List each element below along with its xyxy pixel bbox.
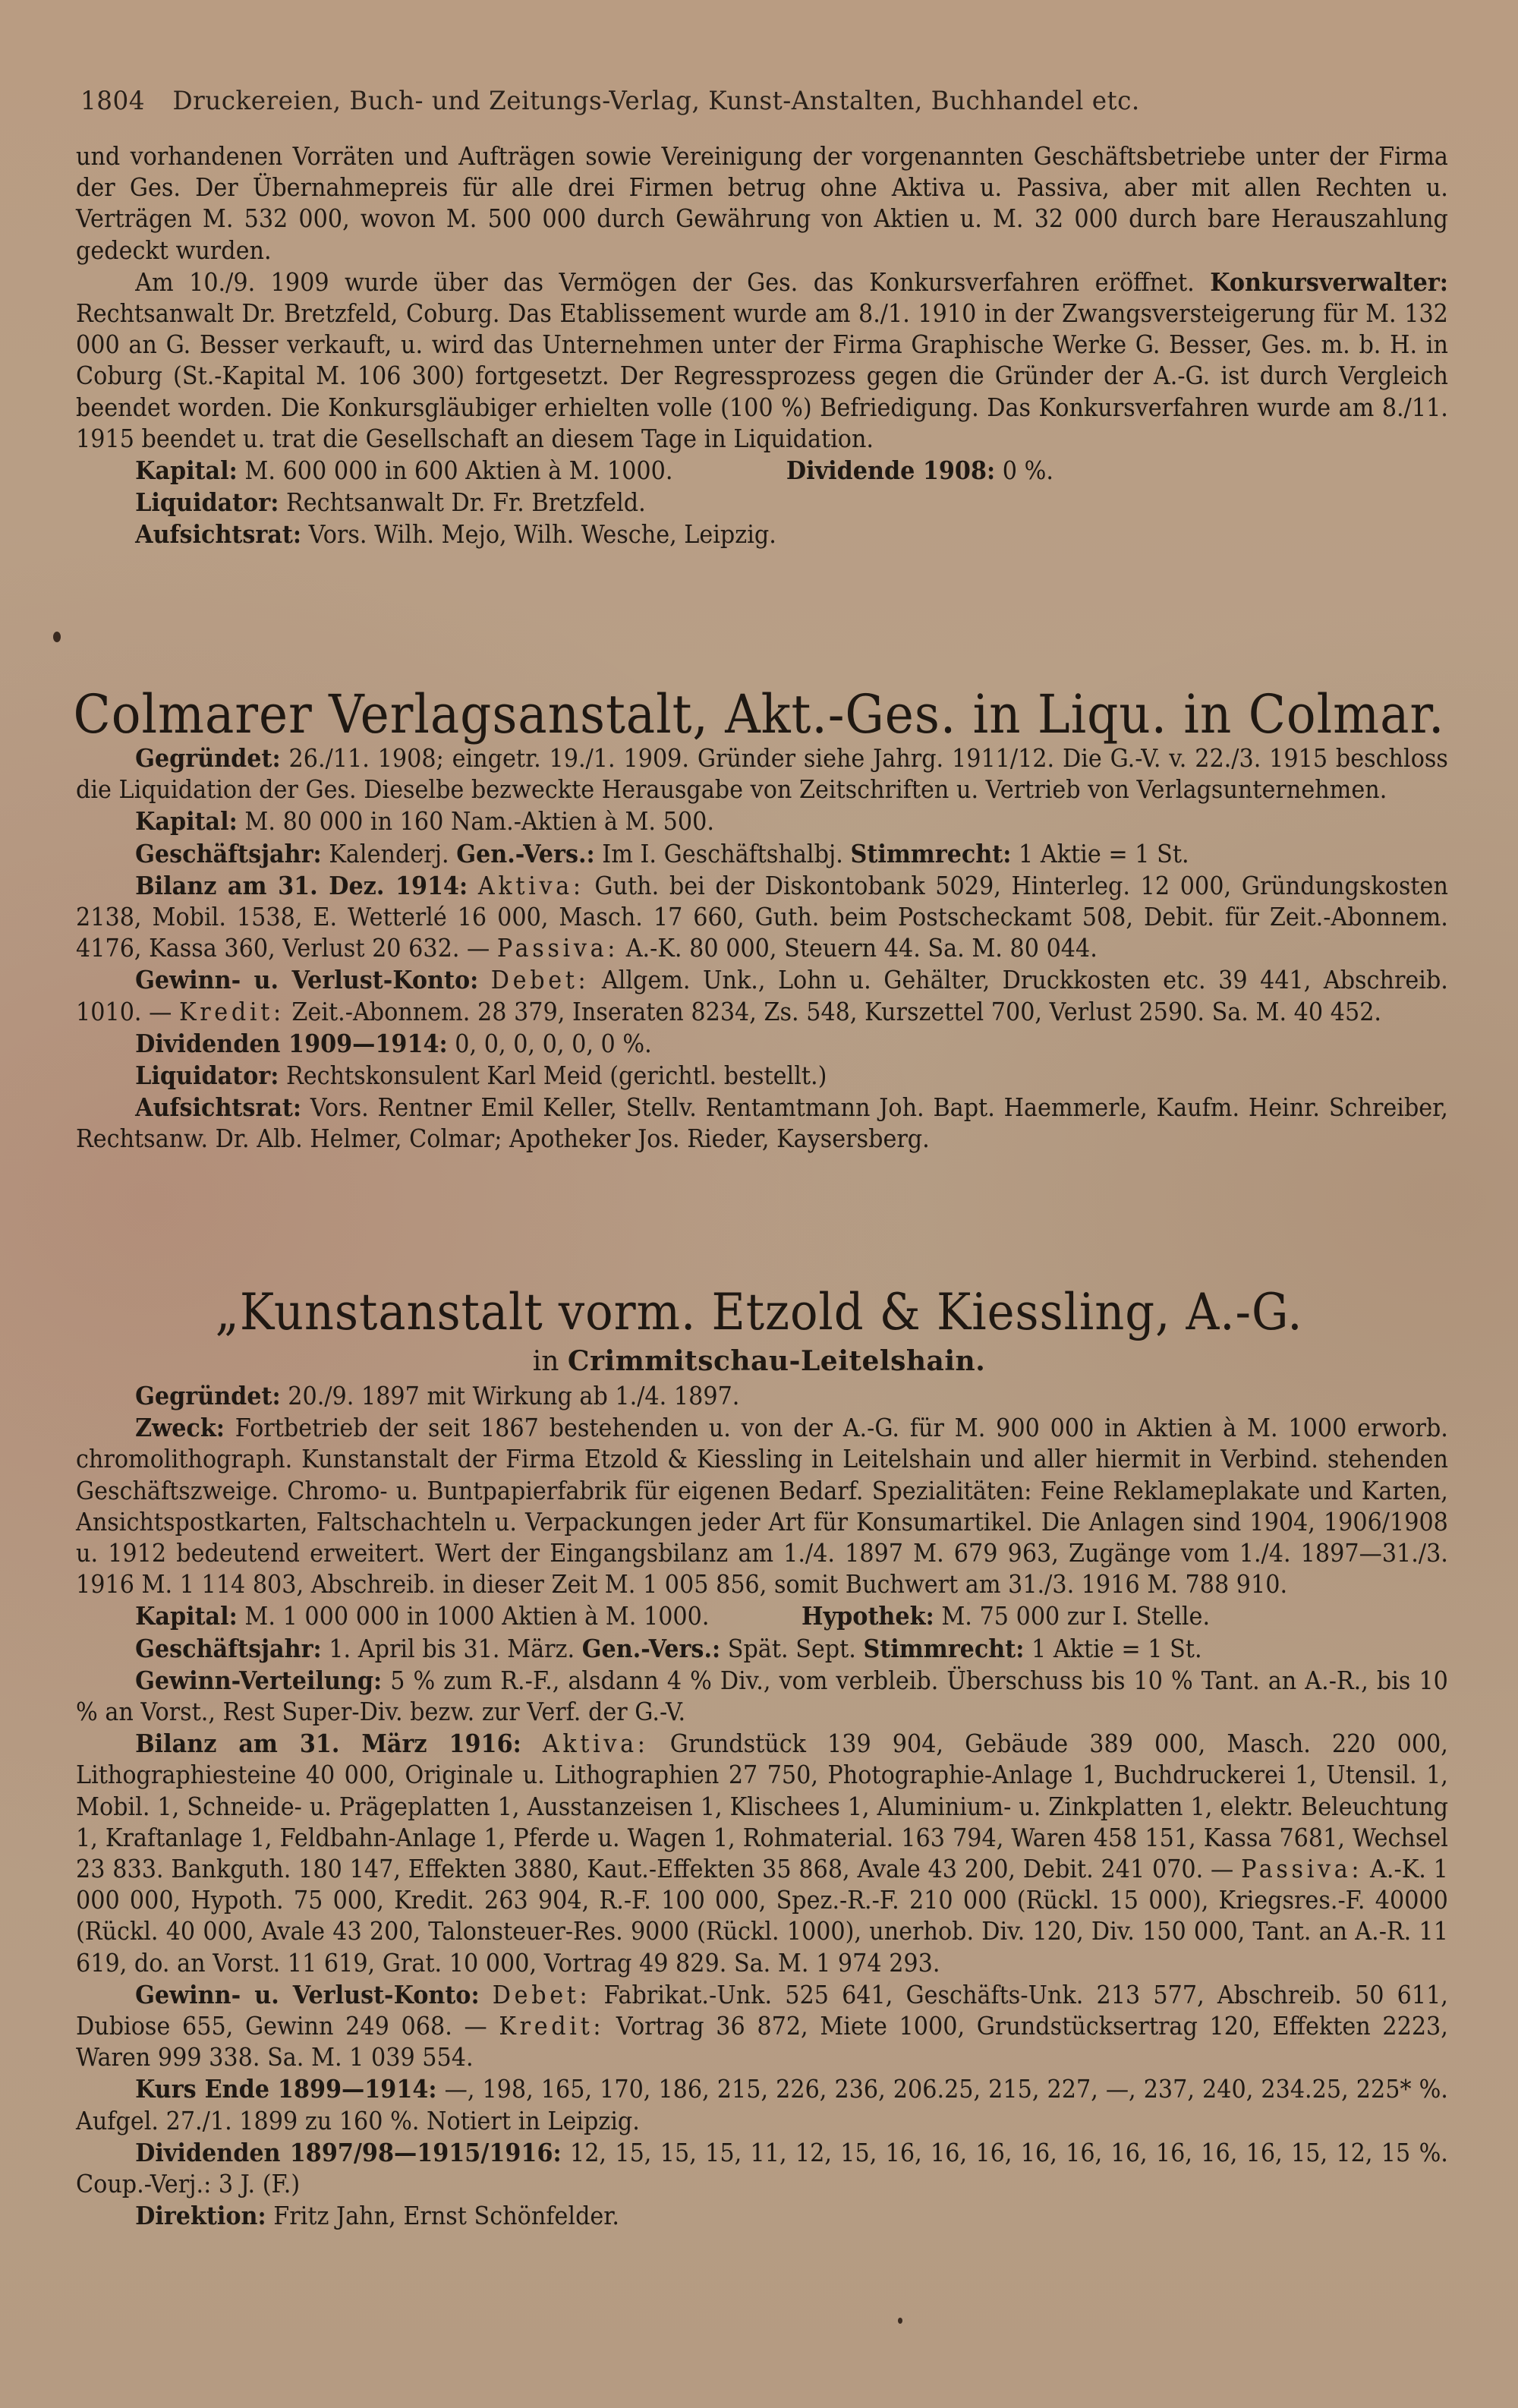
dividende-label: Dividende 1908: [786,455,996,486]
zweck-value: Fortbetrieb der seit 1867 bestehenden u. von der A.-G. für M. 900 000 in Aktien à M. 1000 erworb. chromolithograph. Kunstanstalt der Firma Etzold & Kiessling in Leitelshain und aller hiermit in Verbind. stehenden Geschäftszweige. Chromo- u. Buntpapierfabrik für eigenen Bedarf. Spezialitäten: Feine Reklameplakate und Karten, Ansichtspostkarten, Faltschachteln u. Verpackungen jeder Art für Konsumartikel. Die Anlagen sind 1904, 1906/1908 u. 1912 bedeutend erweitert. Wert der Eingangsbilanz am 1./4. 1897 M. 679 963, Zugänge vom 1./4. 1897—31./3. 1916 M. 1 114 803, Abschreib. in dieser Zeit M. 1 005 856, somit Buchwert am 31./3. 1916 M. 788 910. [76,1414,1448,1600]
dividenden-value: 0, 0, 0, 0, 0, 0 %. [455,1029,652,1058]
stimmrecht-value: 1 Aktie = 1 St. [1019,839,1189,868]
colmar-geschaeftsjahr [76,838,1448,870]
geschaeftsjahr-label: Geschäftsjahr: [135,1633,322,1663]
debet-label: Debet: [492,1980,591,2009]
gegruendet-label: Gegründet: [135,743,281,773]
ink-speck [898,2318,902,2324]
etzold-geschaeftsjahr [76,1633,1448,1665]
continued-aufsichtsrat-line [76,518,1448,550]
passiva-value: A.-K. 1 000 000, Hypoth. 75 000, Kredit. 263 904, R.-F. 100 000, Spez.-R.-F. 210 000 (Rückl. 15 000), Kriegsres.-F. 40000 (Rückl. 40 000, Avale 43 200, Talonsteuer-Res. 9000 (Rückl. 1000), unerhob. Div. 120, Div. 150 000, Tant. an A.-R. 11 619, do. an Vorst. 11 619, Grat. 10 000, Vortrag 49 829. Sa. M. 1 974 293. [76,1855,1448,1978]
liquidator-label: Liquidator: [135,487,279,518]
aktiva-value: Guth. bei der Diskontobank 5029, Hinterleg. 12 000, Gründungskosten 2138, Mobil. 1538, E. Wetterlé 16 000, Masch. 17 660, Guth. beim Postscheckamt 508, Debit. für Zeit.-Abonnem. 4176, Kassa 360, Verlust 20 632. — [76,871,1448,963]
etzold-dividenden [76,2137,1448,2200]
geschaeftsjahr-value: Kalenderj. [329,839,449,868]
etzold-direktion [76,2200,1448,2232]
colmar-bilanz [76,870,1448,965]
dividenden-label: Dividenden 1909—1914: [135,1028,448,1058]
page-number: 1804 [80,86,145,116]
gewinnverteilung-value: 5 % zum R.-F., alsdann 4 % Div., vom verbleib. Überschuss bis 10 % Tant. an A.-R., bis 10 % an Vorst., Rest Super-Div. bezw. zur Verf. der G.-V. [76,1666,1448,1727]
running-title: Druckereien, Buch- und Zeitungs-Verlag, Kunst-Anstalten, Buchhandel etc. [172,86,1140,116]
kurs-value: —, 198, 165, 170, 186, 215, 226, 236, 206.25, 215, 227, —, 237, 240, 234.25, 225* %. Aufgel. 27./1. 1899 zu 160 %. Notiert in Leipzig. [76,2075,1448,2135]
entry-title-etzold: „Kunstanstalt vorm. Etzold & Kiessling, A.-G. [215,1283,1303,1341]
geschaeftsjahr-value: 1. April bis 31. März. [329,1634,575,1663]
subtitle-prefix: in [532,1346,559,1377]
aufsichtsrat-label: Aufsichtsrat: [135,1092,302,1123]
dividende-value: 0 %. [1002,456,1053,486]
kredit-label: Kredit: [499,2012,605,2041]
entry-subtitle-etzold [0,1345,1518,1377]
genvers-label: Gen.-Vers.: [456,838,595,868]
aufsichtsrat-value: Vors. Rentner Emil Keller, Stellv. Rentamtmann Joh. Bapt. Haemmerle, Kaufm. Heinr. Schreiber, Rechtsanw. Dr. Alb. Helmer, Colmar; Apotheker Jos. Rieder, Kaysersberg. [76,1093,1448,1154]
geschaeftsjahr-label: Geschäftsjahr: [135,838,322,868]
colmar-kapital [76,805,1448,837]
ink-speck [53,632,61,642]
passiva-label: Passiva: [496,934,619,963]
etzold-guv [76,1979,1448,2074]
etzold-zweck [76,1412,1448,1600]
aufsichtsrat-value: Vors. Wilh. Mejo, Wilh. Wesche, Leipzig. [308,520,776,550]
direktion-label: Direktion: [135,2201,266,2231]
continued-kapital-line [76,455,1448,487]
konkursverwalter-text: Rechtsanwalt Dr. Bretzfeld, Coburg. Das Etablissement wurde am 8./1. 1910 in der Zwangsversteigerung für M. 132 000 an G. Besser verkauft, u. wird das Unternehmen unter der Firma Graphische Werke G. Besser, Ges. m. b. H. in Coburg (St.-Kapital M. 106 300) fortgesetzt. Der Regressprozess gegen die Gründer der A.-G. ist durch Vergleich beendet worden. Die Konkursgläubiger erhielten volle (100 %) Befriedigung. Das Konkursverfahren wurde am 8./11. 1915 beendet u. trat die Gesellschaft an diesem Tage in Liquidation. [76,299,1448,453]
colmar-aufsichtsrat [76,1092,1448,1155]
kapital-label: Kapital: [135,455,238,486]
gewinnverteilung-label: Gewinn-Verteilung: [135,1665,383,1695]
aktiva-label: Aktiva: [542,1729,649,1759]
genvers-label: Gen.-Vers.: [581,1633,721,1663]
entry-title-colmar: Colmarer Verlagsanstalt, Akt.-Ges. in Liqu. in Colmar. [73,683,1445,745]
bankruptcy-opened-text: Am 10./9. 1909 wurde über das Vermögen der Ges. das Konkursverfahren eröffnet. [135,267,1195,297]
colmar-dividenden [76,1028,1448,1060]
liquidator-value: Rechtskonsulent Karl Meid (gerichtl. bestellt.) [285,1061,827,1091]
kredit-label: Kredit: [178,997,285,1026]
guv-label: Gewinn- u. Verlust-Konto: [135,965,479,995]
entry-etzold [76,1380,1448,2232]
passiva-label: Passiva: [1241,1855,1363,1884]
dividenden-label: Dividenden 1897/98—1915/1916: [135,2137,562,2167]
kurs-label: Kurs Ende 1899—1914: [135,2074,437,2104]
running-header [80,86,1392,116]
entry-colmar [76,742,1448,1155]
guv-label: Gewinn- u. Verlust-Konto: [135,1979,480,2009]
continued-entry [76,141,1448,551]
etzold-bilanz [76,1728,1448,1979]
liquidator-label: Liquidator: [135,1061,279,1091]
gegruendet-value: 20./9. 1897 mit Wirkung ab 1./4. 1897. [288,1382,740,1410]
kapital-value: M. 1 000 000 in 1000 Aktien à M. 1000. [244,1602,710,1631]
etzold-kapital [76,1600,1448,1632]
passiva-value: A.-K. 80 000, Steuern 44. Sa. M. 80 044. [625,934,1098,963]
direktion-value: Fritz Jahn, Ernst Schönfelder. [273,2202,620,2231]
kapital-value: M. 80 000 in 160 Nam.-Aktien à M. 500. [244,807,714,837]
stimmrecht-value: 1 Aktie = 1 St. [1031,1634,1202,1663]
etzold-kurs [76,2073,1448,2136]
genvers-value: Im I. Geschäftshalbj. [602,839,843,868]
debet-label: Debet: [490,966,590,995]
subtitle-place: Crimmitschau-Leitelshain. [567,1345,986,1377]
kapital-value: M. 600 000 in 600 Aktien à M. 1000. [244,456,673,486]
gegruendet-value: 26./11. 1908; eingetr. 19./1. 1909. Gründer siehe Jahrg. 1911/12. Die G.-V. v. 22./3. 1915 beschloss die Liquidation der Ges. Dieselbe bezweckte Herausgabe von Zeitschriften u. Vertrieb von Verlagsunternehmen. [76,744,1448,805]
debet-value: Allgem. Unk., Lohn u. Gehälter, Druckkosten etc. 39 441, Abschreib. 1010. — [76,966,1448,1026]
bilanz-label: Bilanz am 31. Dez. 1914: [135,870,468,900]
colmar-guv [76,964,1448,1027]
dividenden-value: 12, 15, 15, 15, 11, 12, 15, 16, 16, 16, 16, 16, 16, 16, 16, 16, 15, 12, 15 %. Coup.-Verj.: 3 J. (F.) [76,2138,1448,2199]
continued-liquidator-line [76,487,1448,518]
zweck-label: Zweck: [135,1413,225,1443]
aktiva-value: Grundstück 139 904, Gebäude 389 000, Masch. 220 000, Lithographiesteine 40 000, Originale u. Lithographien 27 750, Photographie-Anlage 1, Buchdruckerei 1, Utensil. 1, Mobil. 1, Schneide- u. Prägeplatten 1, Ausstanzeisen 1, Klischees 1, Aluminium- u. Zinkplatten 1, elektr. Beleuchtung 1, Kraftanlage 1, Feldbahn-Anlage 1, Pferde u. Wagen 1, Rohmaterial. 163 794, Waren 458 151, Kassa 7681, Wechsel 23 833. Bankguth. 180 147, Effekten 3880, Kaut.-Effekten 35 868, Avale 43 200, Debit. 241 070. — [76,1729,1448,1884]
konkursverwalter-label: Konkursverwalter: [1210,266,1448,297]
kapital-label: Kapital: [135,806,238,837]
kredit-value: Vortrag 36 872, Miete 1000, Grundstücksertrag 120, Effekten 2223, Waren 999 338. Sa. M. 1 039 554. [76,2012,1448,2072]
colmar-gegruendet [76,742,1448,805]
hypothek-value: M. 75 000 zur I. Stelle. [941,1602,1211,1631]
colmar-liquidator [76,1060,1448,1092]
etzold-gewinnverteilung [76,1665,1448,1728]
kredit-value: Zeit.-Abonnem. 28 379, Inseraten 8234, Zs. 548, Kurszettel 700, Verlust 2590. Sa. M. 40 452. [291,997,1382,1026]
stimmrecht-label: Stimmrecht: [863,1633,1025,1663]
aktiva-label: Aktiva: [477,871,584,900]
aufsichtsrat-label: Aufsichtsrat: [135,519,302,550]
liquidator-value: Rechtsanwalt Dr. Fr. Bretzfeld. [285,488,646,518]
debet-value: Fabrikat.-Unk. 525 641, Geschäfts-Unk. 213 577, Abschreib. 50 611, Dubiose 655, Gewinn 249 068. — [76,1980,1448,2041]
etzold-gegruendet [76,1380,1448,1412]
genvers-value: Spät. Sept. [727,1634,856,1663]
continued-paragraph-2 [76,266,1448,455]
bilanz-label: Bilanz am 31. März 1916: [135,1729,521,1759]
kapital-label: Kapital: [135,1601,238,1631]
hypothek-label: Hypothek: [802,1601,934,1631]
stimmrecht-label: Stimmrecht: [850,838,1012,868]
gegruendet-label: Gegründet: [135,1381,281,1410]
continued-paragraph-1: und vorhandenen Vorräten und Aufträgen sowie Vereinigung der vorgenannten Geschäftsbetriebe unter der Firma der Ges. Der Übernahmepreis für alle drei Firmen betrug ohne Aktiva u. Passiva, aber mit allen Rechten u. Verträgen M. 532 000, wovon M. 500 000 durch Gewährung von Aktien u. M. 32 000 durch bare Herauszahlung gedeckt wurden. [76,142,1448,265]
